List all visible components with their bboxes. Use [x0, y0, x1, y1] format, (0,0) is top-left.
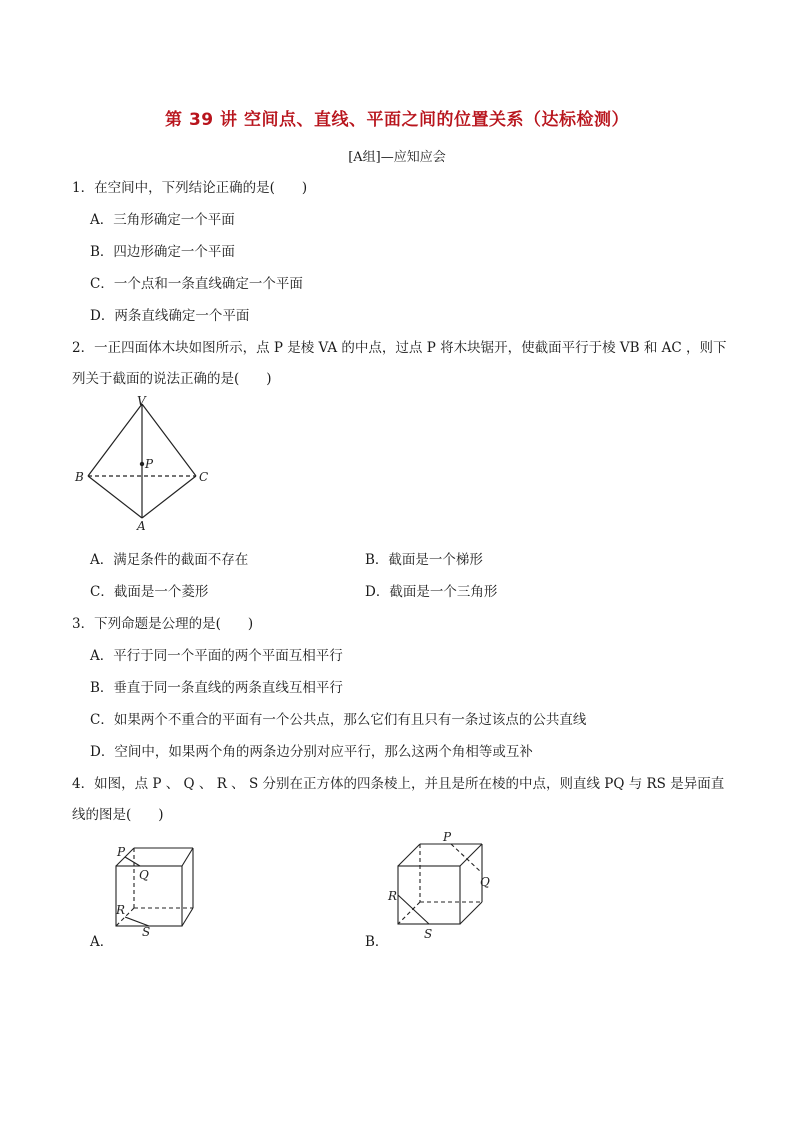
- tetrahedron-label-b: B: [75, 470, 84, 484]
- cube-a-label-p: P: [117, 845, 126, 859]
- question-2-stem-line-1: 2．一正四面体木块如图所示，点 P 是棱 VA 的中点，过点 P 将木块锯开，使截面平行于棱 VB 和 AC ，则下: [72, 340, 727, 356]
- cube-figure-b: [380, 828, 495, 943]
- question-4-stem-line-2: 线的图是( ): [72, 807, 164, 823]
- tetrahedron-label-c: C: [199, 470, 209, 484]
- question-1-option-b: B．四边形确定一个平面: [90, 244, 235, 260]
- question-4-figure-b-label: B．: [365, 934, 389, 950]
- cube-b-label-q: Q: [480, 875, 490, 889]
- cube-a-label-r: R: [116, 903, 126, 917]
- page-title: 第 39 讲 空间点、直线、平面之间的位置关系（达标检测）: [165, 110, 629, 130]
- question-3-option-b: B．垂直于同一条直线的两条直线互相平行: [90, 680, 343, 696]
- question-3-stem: 3．下列命题是公理的是( ): [72, 616, 254, 632]
- cube-b-label-s: S: [424, 927, 433, 941]
- tetrahedron-figure: [72, 392, 222, 532]
- cube-a-label-s: S: [142, 925, 151, 938]
- question-2-option-b: B．截面是一个梯形: [365, 552, 483, 568]
- question-1-stem: 1．在空间中，下列结论正确的是( ): [72, 180, 308, 196]
- question-1-option-c: C．一个点和一条直线确定一个平面: [90, 276, 303, 292]
- question-4-stem-line-1: 4．如图，点 P 、 Q 、 R 、 S 分别在正方体的四条棱上，并且是所在棱的中点，则直线 PQ 与 RS 是异面直: [72, 776, 725, 792]
- question-4-figure-a-label: A．: [90, 934, 114, 950]
- question-2-option-c: C．截面是一个菱形: [90, 584, 209, 600]
- question-3-option-a: A．平行于同一个平面的两个平面互相平行: [90, 648, 343, 664]
- question-3-option-d: D．空间中，如果两个角的两条边分别对应平行，那么这两个角相等或互补: [90, 744, 533, 760]
- cube-a-label-q: Q: [139, 868, 149, 882]
- cube-b-label-r: R: [388, 889, 398, 903]
- question-2-option-a: A．满足条件的截面不存在: [90, 552, 249, 568]
- tetrahedron-label-v: V: [137, 394, 146, 408]
- tetrahedron-label-a: A: [137, 519, 146, 532]
- question-2-option-d: D．截面是一个三角形: [365, 584, 498, 600]
- question-3-option-c: C．如果两个不重合的平面有一个公共点，那么它们有且只有一条过该点的公共直线: [90, 712, 587, 728]
- cube-b-label-p: P: [443, 830, 452, 844]
- question-2-stem-line-2: 列关于截面的说法正确的是( ): [72, 371, 272, 387]
- section-heading: [A组]—应知应会: [348, 150, 446, 165]
- question-1-option-a: A．三角形确定一个平面: [90, 212, 235, 228]
- question-1-option-d: D．两条直线确定一个平面: [90, 308, 250, 324]
- cube-figure-a: [105, 838, 205, 938]
- tetrahedron-label-p: P: [145, 457, 154, 471]
